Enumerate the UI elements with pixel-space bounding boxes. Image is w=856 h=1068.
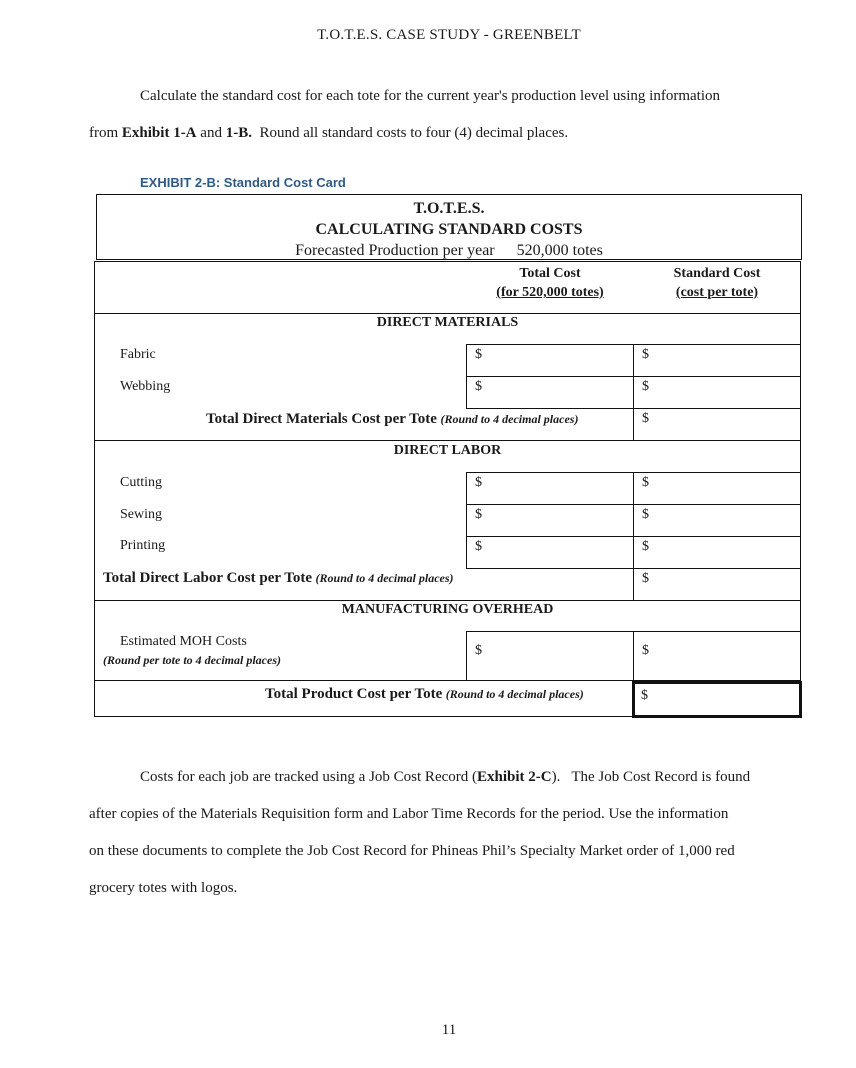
webbing-standard-cost-cell[interactable]: $: [633, 376, 801, 409]
product-total-label: Total Product Cost per Tote (Round to 4 decimal places): [265, 686, 584, 702]
moh-standard-cost-cell[interactable]: $: [633, 631, 801, 681]
page-header: T.O.T.E.S. CASE STUDY - GREENBELT: [317, 27, 581, 43]
closing-paragraph: [89, 759, 804, 907]
sewing-standard-cost-cell[interactable]: $: [633, 504, 801, 537]
webbing-total-cost-cell[interactable]: $: [466, 376, 634, 409]
col-header-total-cost: Total Cost (for 520,000 totes): [496, 266, 604, 300]
dm-total-standard-cost-cell[interactable]: $: [633, 408, 801, 441]
row-label-estimated-moh: Estimated MOH Costs: [120, 634, 247, 649]
section-manufacturing-overhead: MANUFACTURING OVERHEAD: [341, 602, 554, 617]
sewing-total-cost-cell[interactable]: $: [466, 504, 634, 537]
col-header-standard-cost: Standard Cost (cost per tote): [673, 266, 761, 300]
dm-total-label: Total Direct Materials Cost per Tote (Round to 4 decimal places): [206, 411, 579, 427]
cutting-standard-cost-cell[interactable]: $: [633, 472, 801, 505]
dl-total-label: Total Direct Labor Cost per Tote (Round to 4 decimal places): [103, 570, 454, 586]
closing-line-2: after copies of the Materials Requisition form and Labor Time Records for the period. Use the information: [89, 806, 729, 822]
row-label-cutting: Cutting: [120, 475, 163, 490]
intro-line-2: from Exhibit 1-A and 1-B. Round all standard costs to four (4) decimal places.: [89, 125, 569, 141]
fabric-total-cost-cell[interactable]: $: [466, 344, 634, 377]
section-direct-materials: DIRECT MATERIALS: [376, 315, 519, 330]
cutting-total-cost-cell[interactable]: $: [466, 472, 634, 505]
moh-total-cost-cell[interactable]: $: [466, 631, 634, 681]
printing-standard-cost-cell[interactable]: $: [633, 536, 801, 569]
product-total-standard-cost-cell[interactable]: $: [632, 681, 802, 718]
cost-card-subtitle: CALCULATING STANDARD COSTS: [315, 221, 583, 238]
intro-line-1: Calculate the standard cost for each tote for the current year's production level using information: [140, 88, 720, 104]
fabric-standard-cost-cell[interactable]: $: [633, 344, 801, 377]
section-direct-labor: DIRECT LABOR: [393, 443, 502, 458]
row-label-printing: Printing: [120, 538, 166, 553]
production-value: 520,000 totes: [516, 242, 603, 259]
row-label-webbing: Webbing: [120, 379, 171, 394]
dl-total-standard-cost-cell[interactable]: $: [633, 568, 801, 601]
closing-line-1: Costs for each job are tracked using a Job Cost Record (Exhibit 2-C). The Job Cost Record is found: [140, 769, 751, 785]
exhibit-label: EXHIBIT 2-B: Standard Cost Card: [140, 175, 346, 190]
closing-line-3: on these documents to complete the Job Cost Record for Phineas Phil’s Specialty Market order of 1,000 red: [89, 843, 735, 859]
cost-card-title-box: [96, 194, 802, 260]
cost-card-title: T.O.T.E.S.: [413, 200, 485, 217]
moh-round-note: (Round per tote to 4 decimal places): [103, 653, 281, 667]
closing-line-4: grocery totes with logos.: [89, 880, 238, 896]
printing-total-cost-cell[interactable]: $: [466, 536, 634, 569]
intro-paragraph: [89, 78, 804, 152]
forecasted-production: Forecasted Production per year 520,000 totes: [295, 242, 603, 259]
row-label-sewing: Sewing: [120, 507, 162, 522]
row-label-fabric: Fabric: [120, 347, 156, 362]
page-number: 11: [441, 1022, 457, 1038]
